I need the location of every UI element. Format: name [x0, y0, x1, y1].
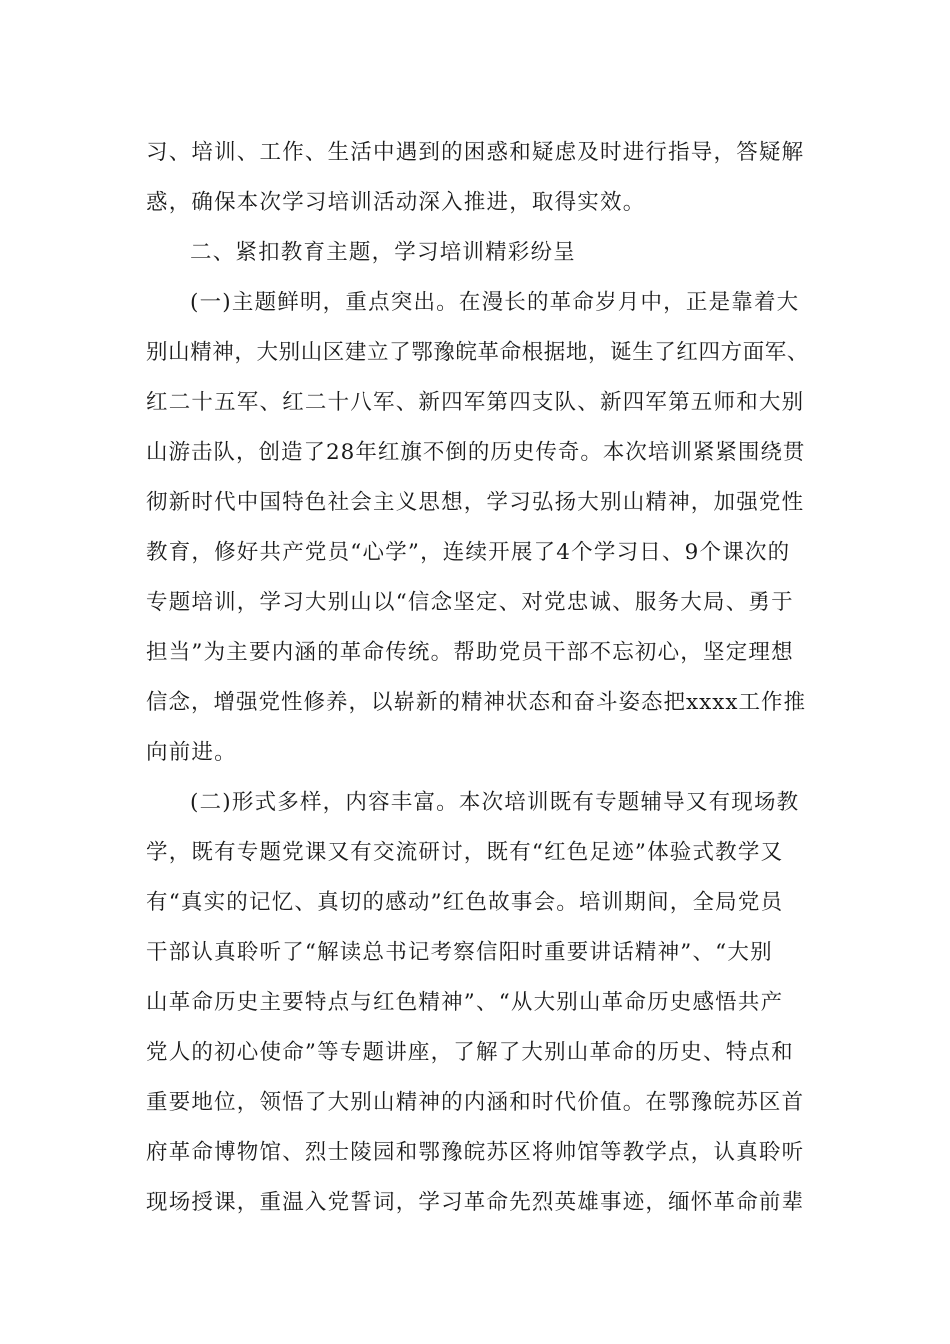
text-line: 学，既有专题党课又有交流研讨，既有“红色足迹”体验式教学又 [146, 840, 784, 865]
text-line: 现场授课，重温入党誓词，学习革命先烈英雄事迹，缅怀革命前辈 [146, 1190, 805, 1215]
text-line: 干部认真聆听了“解读总书记考察信阳时重要讲话精神”、“大别 [146, 940, 773, 965]
text-line: 教育，修好共产党员“心学”，连续开展了4个学习日、9个课次的 [146, 540, 791, 565]
text-line: 专题培训，学习大别山以“信念坚定、对党忠诚、服务大局、勇于 [146, 590, 794, 615]
text-line: 信念，增强党性修养，以崭新的精神状态和奋斗姿态把xxxx工作推 [146, 690, 807, 715]
text-line: 党人的初心使命”等专题讲座，了解了大别山革命的历史、特点和 [146, 1040, 794, 1065]
text-line: 山革命历史主要特点与红色精神”、“从大别山革命历史感悟共产 [146, 990, 784, 1015]
text-line: 重要地位，领悟了大别山精神的内涵和时代价值。在鄂豫皖苏区首 [146, 1090, 805, 1115]
text-line: 红二十五军、红二十八军、新四军第四支队、新四军第五师和大别 [146, 390, 805, 415]
text-line: 惑，确保本次学习培训活动深入推进，取得实效。 [146, 190, 646, 215]
text-line: 府革命博物馆、烈士陵园和鄂豫皖苏区将帅馆等教学点，认真聆听 [146, 1140, 805, 1165]
text-line: 彻新时代中国特色社会主义思想，学习弘扬大别山精神，加强党性 [146, 490, 805, 515]
text-line: 担当”为主要内涵的革命传统。帮助党员干部不忘初心，坚定理想 [146, 640, 794, 665]
text-line: 山游击队，创造了28年红旗不倒的历史传奇。本次培训紧紧围绕贯 [146, 440, 806, 465]
text-line: (一)主题鲜明，重点突出。在漫长的革命岁月中，正是靠着大 [190, 290, 800, 315]
text-line: 习、培训、工作、生活中遇到的困惑和疑虑及时进行指导，答疑解 [146, 140, 805, 165]
section-heading: 二、紧扣教育主题，学习培训精彩纷呈 [190, 240, 576, 265]
text-line: (二)形式多样，内容丰富。本次培训既有专题辅导又有现场教 [190, 790, 800, 815]
text-line: 有“真实的记忆、真切的感动”红色故事会。培训期间，全局党员 [146, 890, 784, 915]
text-line: 向前进。 [146, 740, 237, 765]
text-line: 别山精神，大别山区建立了鄂豫皖革命根据地，诞生了红四方面军、 [146, 340, 810, 365]
